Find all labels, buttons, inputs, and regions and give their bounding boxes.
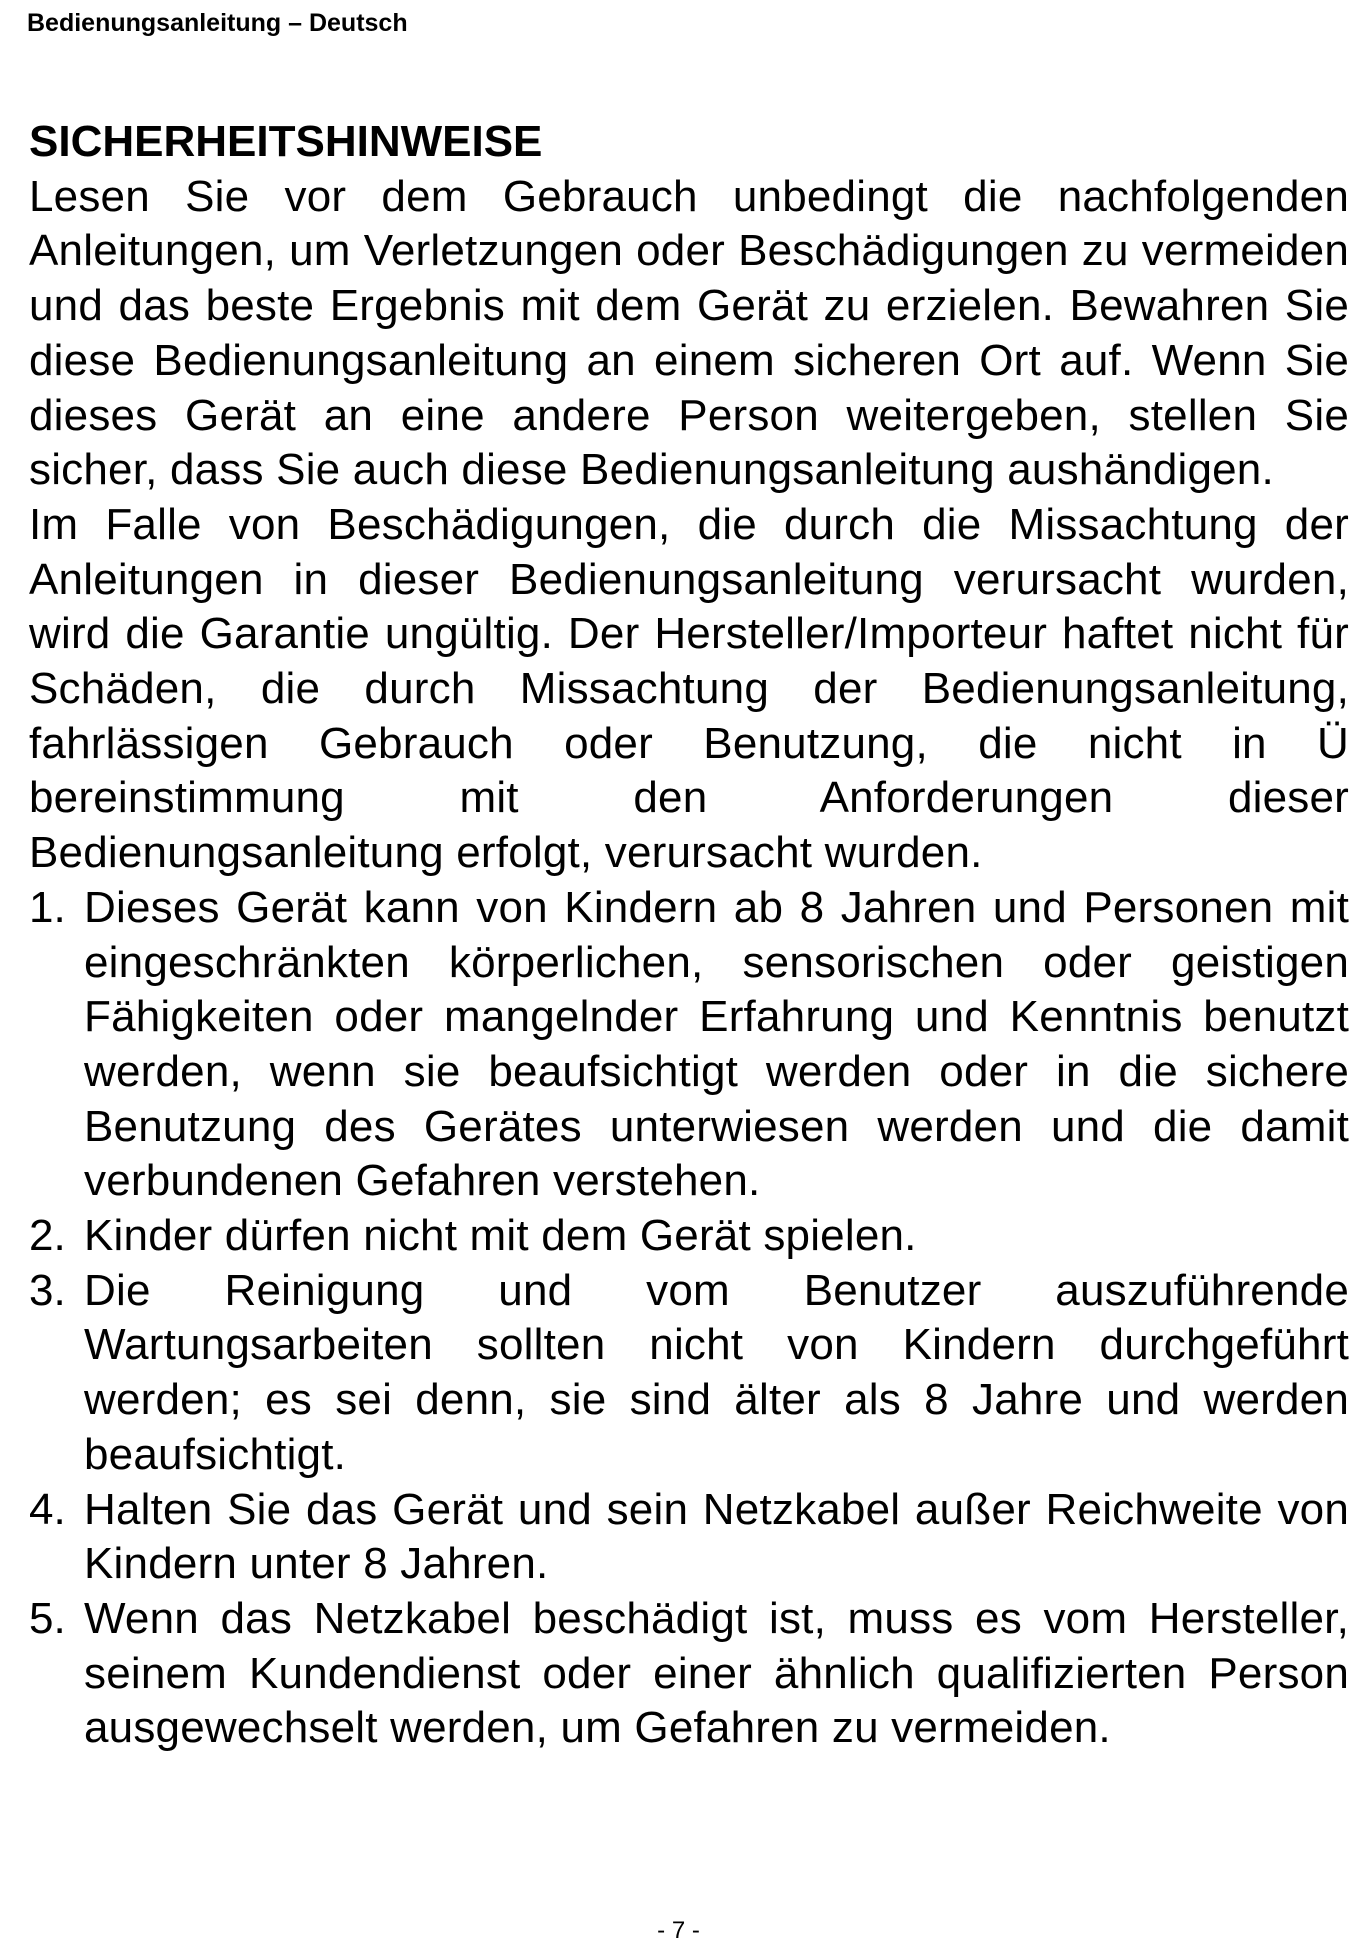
page-number: - 7 - — [657, 1917, 700, 1944]
list-item-number: 2. — [29, 1211, 66, 1261]
list-item — [29, 1264, 1349, 1483]
safety-list — [29, 881, 1349, 1756]
list-item — [29, 1483, 1349, 1592]
warranty-paragraph: Im Falle von Beschädigungen, die durch die Missachtung der Anleitungen in dieser Bedienungsanleitung verursacht wurden, wird die Garantie ungültig. Der Hersteller/Importeur haftet nicht für Schäden, die durch Missachtung der Bedienungsanleitung, fahrlässigen Gebrauch oder Benutzung, die nicht in Ü bereinstimmung mit den Anforderungen dieser Bedienungsanleitung erfolgt, verursacht wurden. — [29, 499, 1349, 878]
list-item-text: Halten Sie das Gerät und sein Netzkabel außer Reichweite von Kindern unter 8 Jahren. — [84, 1484, 1349, 1589]
running-header: Bedienungsanleitung – Deutsch — [27, 9, 408, 37]
section-title: SICHERHEITSHINWEISE — [29, 117, 543, 166]
list-item-text: Kinder dürfen nicht mit dem Gerät spielen. — [84, 1211, 917, 1261]
list-item — [29, 881, 1349, 1209]
intro-paragraph: Lesen Sie vor dem Gebrauch unbedingt die nachfolgenden Anleitungen, um Verletzungen oder Beschädigungen zu vermeiden und das beste Ergebnis mit dem Gerät zu erzielen. Bewahren Sie diese Bedienungsanleitung an einem sicheren Ort auf. Wenn Sie dieses Gerät an eine andere Person weitergeben, stellen Sie sicher, dass Sie auch diese Bedienungsanleitung aushändigen. — [29, 171, 1349, 495]
list-item-number: 1. — [29, 882, 66, 932]
list-item-number: 4. — [29, 1484, 66, 1534]
safety-section — [29, 115, 1349, 1756]
list-item-number: 3. — [29, 1265, 66, 1315]
list-item-text: Die Reinigung und vom Benutzer auszuführende Wartungsarbeiten sollten nicht von Kindern durchgeführt werden; es sei denn, sie sind älter als 8 Jahre und werden beaufsichtigt. — [84, 1265, 1349, 1479]
list-item — [29, 1209, 1349, 1264]
list-item-number: 5. — [29, 1593, 66, 1643]
list-item — [29, 1592, 1349, 1756]
list-item-text: Wenn das Netzkabel beschädigt ist, muss es vom Hersteller, seinem Kundendienst oder einer ähnlich qualifizierten Person ausgewechselt werden, um Gefahren zu vermeiden. — [84, 1593, 1349, 1753]
list-item-text: Dieses Gerät kann von Kindern ab 8 Jahren und Personen mit eingeschränkten körperlichen, sensorischen oder geistigen Fähigkeiten oder mangelnder Erfahrung und Kenntnis benutzt werden, wenn sie beaufsichtigt werden oder in die sichere Benutzung des Gerätes unterwiesen werden und die damit verbundenen Gefahren verstehen. — [84, 882, 1349, 1206]
